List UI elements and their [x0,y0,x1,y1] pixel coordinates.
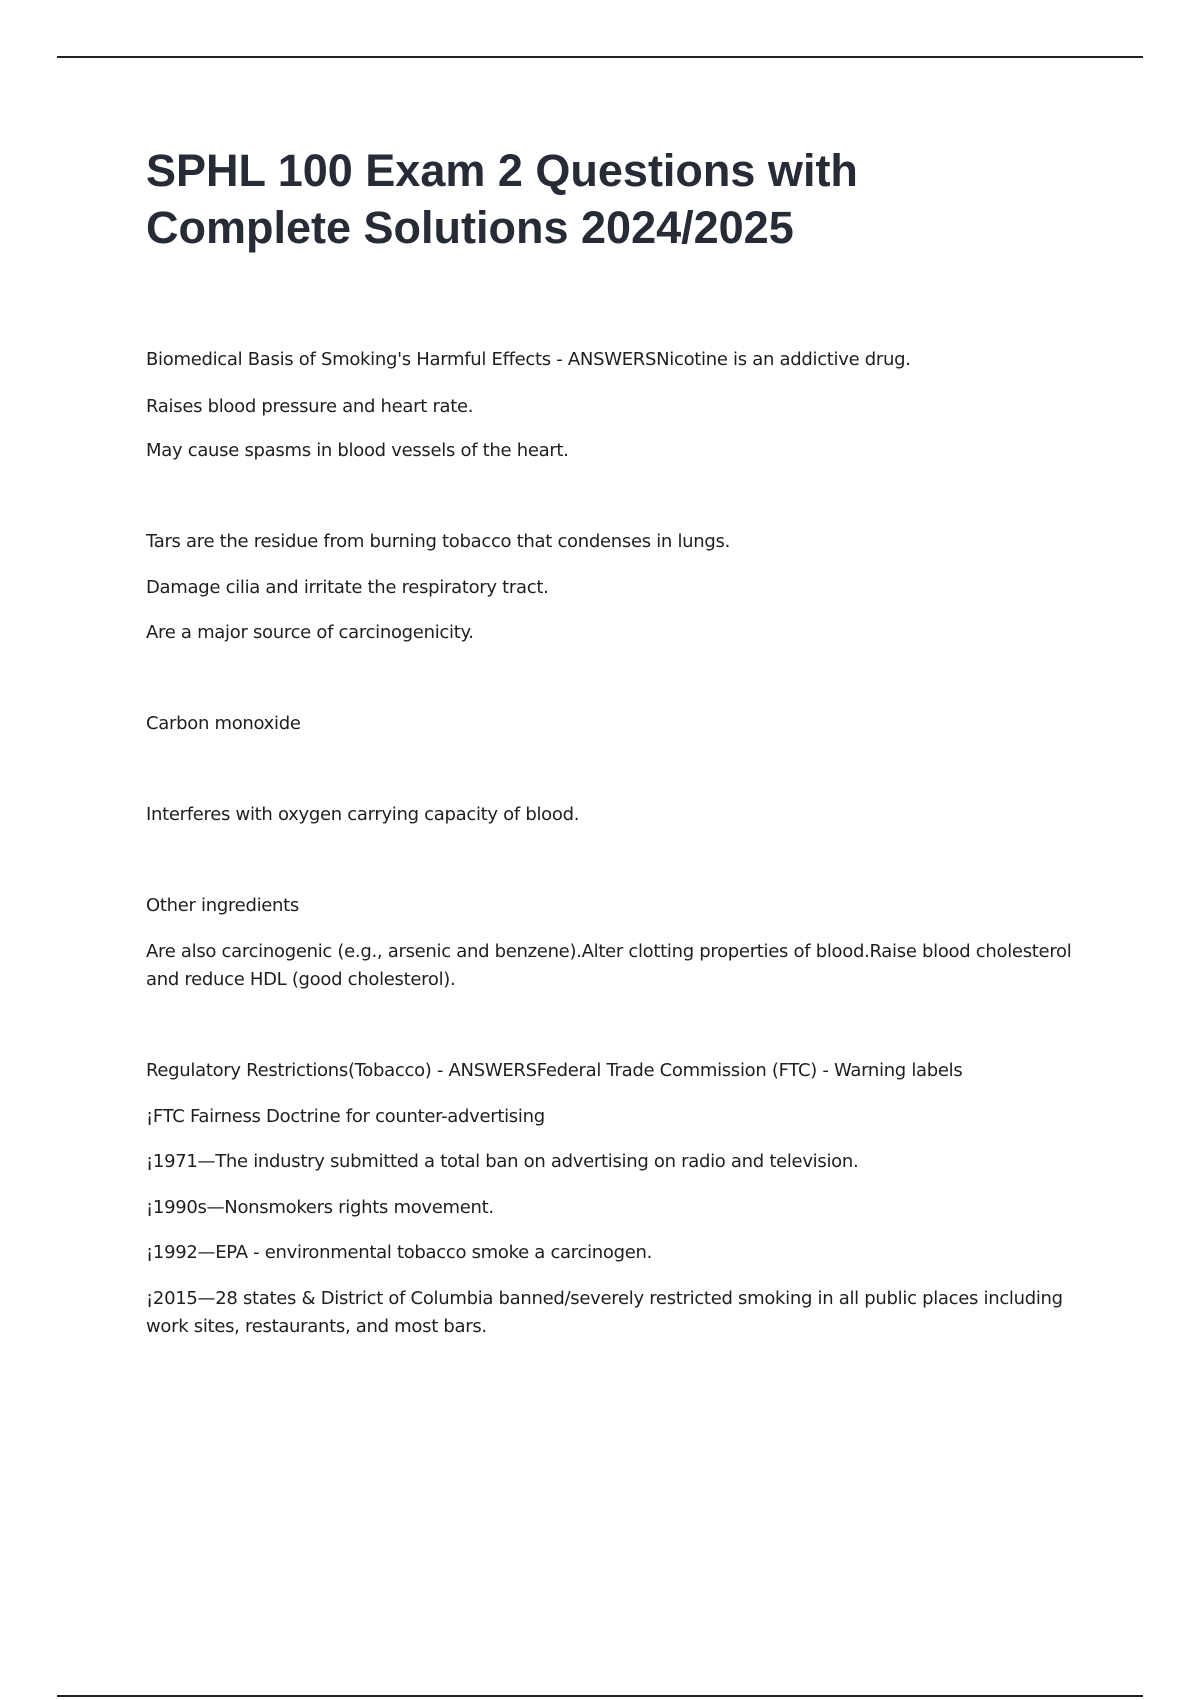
text-line: Carbon monoxide [146,713,301,734]
text-line: Other ingredients [146,895,299,916]
text-line: ¡2015—28 states & District of Columbia banned/severely restricted smoking in all public places including work sites, restaurants, and most bars. [146,1288,1063,1337]
text-line: Raises blood pressure and heart rate. [146,396,474,417]
text-line: Tars are the residue from burning tobacco that condenses in lungs. [146,531,731,552]
text-line: Are also carcinogenic (e.g., arsenic and benzene).Alter clotting properties of blood.Raise blood cholesterol and reduce HDL (good cholesterol). [146,941,1072,990]
header-rule [57,56,1143,58]
text-line: ¡FTC Fairness Doctrine for counter-advertising [146,1106,545,1127]
document-title: SPHL 100 Exam 2 Questions with Complete Solutions 2024/2025 [146,145,858,253]
text-line: Damage cilia and irritate the respiratory tract. [146,577,549,598]
text-line: Regulatory Restrictions(Tobacco) - ANSWERSFederal Trade Commission (FTC) - Warning labels [146,1060,963,1081]
text-line: May cause spasms in blood vessels of the heart. [146,440,569,461]
text-line: ¡1971—The industry submitted a total ban on advertising on radio and television. [146,1151,859,1172]
text-line: ¡1992—EPA - environmental tobacco smoke a carcinogen. [146,1242,653,1263]
text-line: ¡1990s—Nonsmokers rights movement. [146,1197,494,1218]
text-line: Are a major source of carcinogenicity. [146,622,474,643]
text-line: Biomedical Basis of Smoking's Harmful Effects - ANSWERSNicotine is an addictive drug. [146,349,911,370]
footer-rule [57,1695,1143,1697]
text-line: Interferes with oxygen carrying capacity of blood. [146,804,580,825]
